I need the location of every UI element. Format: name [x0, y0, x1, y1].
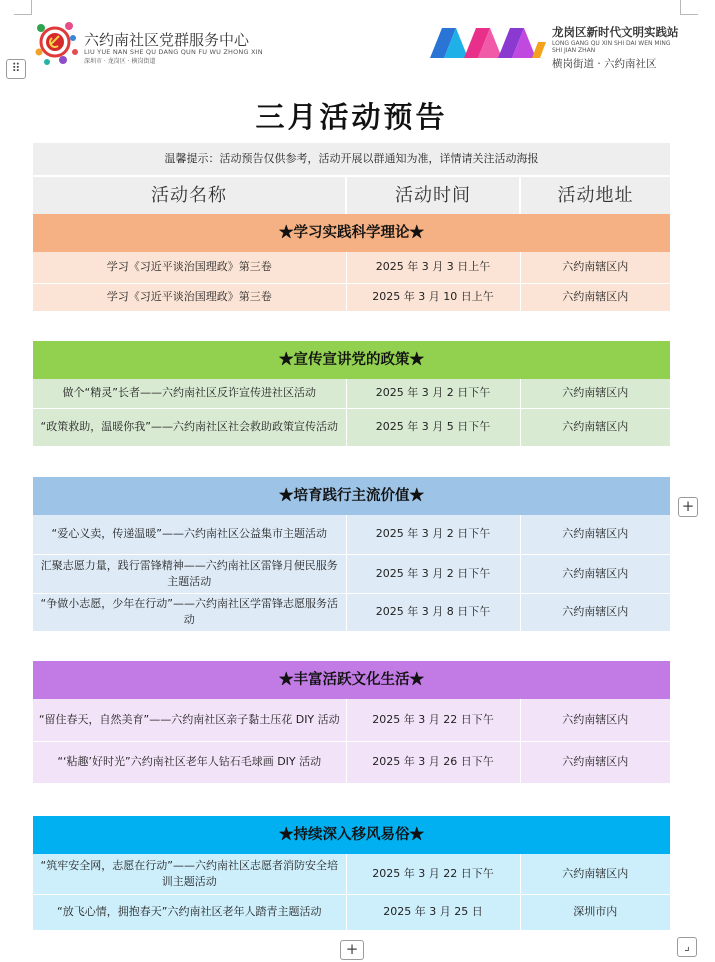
- activity-table: [33, 143, 670, 931]
- activity-time: 2025 年 3 月 10 日上午: [346, 283, 520, 311]
- table-row: [33, 894, 670, 930]
- column-header-place: 活动地址: [520, 176, 670, 214]
- activity-time: 2025 年 3 月 2 日下午: [346, 515, 520, 554]
- activity-place: 六约南辖区内: [520, 515, 670, 554]
- activity-place: 六约南辖区内: [520, 408, 670, 446]
- activity-place: 六约南辖区内: [520, 554, 670, 593]
- activity-time: 2025 年 3 月 26 日下午: [346, 741, 520, 783]
- table-row: [33, 593, 670, 631]
- activity-place: 六约南辖区内: [520, 252, 670, 283]
- org-name-cn: 六约南社区党群服务中心: [84, 31, 250, 49]
- station-name-en-2: SHI JIAN ZHAN: [552, 47, 596, 54]
- activity-place: 深圳市内: [520, 894, 670, 930]
- org-location: 深圳市 · 龙岗区 · 横岗街道: [84, 58, 156, 65]
- civilization-ribbon-icon: [428, 22, 548, 66]
- table-row: [33, 699, 670, 741]
- section-title: ★持续深入移风易俗★: [33, 816, 670, 854]
- section-header-row: [33, 477, 670, 515]
- activity-name: 学习《习近平谈治国理政》第三卷: [33, 252, 346, 283]
- table-row: [33, 252, 670, 283]
- activity-place: 六约南辖区内: [520, 854, 670, 894]
- table-move-handle[interactable]: ⠿: [6, 59, 26, 79]
- activity-name: “放飞心情，拥抱春天”六约南社区老年人踏青主题活动: [33, 894, 346, 930]
- column-header-time: 活动时间: [346, 176, 520, 214]
- section-spacer: [33, 446, 670, 477]
- column-header-name: 活动名称: [33, 176, 346, 214]
- activity-time: 2025 年 3 月 2 日下午: [346, 379, 520, 408]
- activity-place: 六约南辖区内: [520, 741, 670, 783]
- activity-time: 2025 年 3 月 22 日下午: [346, 854, 520, 894]
- table-row: [33, 554, 670, 593]
- activity-name: “争做小志愿，少年在行动”——六约南社区学雷锋志愿服务活动: [33, 593, 346, 631]
- section-header-row: [33, 341, 670, 379]
- activity-place: 六约南辖区内: [520, 283, 670, 311]
- activity-time: 2025 年 3 月 3 日上午: [346, 252, 520, 283]
- activity-name: “筑牢安全网，志愿在行动”——六约南社区志愿者消防安全培训主题活动: [33, 854, 346, 894]
- civilization-station-logo: [428, 20, 698, 72]
- activity-name: “政策救助，温暖你我”——六约南社区社会救助政策宣传活动: [33, 408, 346, 446]
- section-header-row: [33, 214, 670, 252]
- activity-name: “爱心义卖，传递温暖”——六约南社区公益集市主题活动: [33, 515, 346, 554]
- add-column-button[interactable]: +: [678, 497, 698, 517]
- activity-time: 2025 年 3 月 5 日下午: [346, 408, 520, 446]
- activity-place: 六约南辖区内: [520, 379, 670, 408]
- section-title: ★培育践行主流价值★: [33, 477, 670, 515]
- page-title: 三月活动预告: [255, 100, 448, 134]
- org-name-en: LIU YUE NAN SHE QU DANG QUN FU WU ZHONG XIN: [84, 48, 263, 56]
- section-spacer: [33, 311, 670, 341]
- section-title: ★宣传宣讲党的政策★: [33, 341, 670, 379]
- section-title: ★丰富活跃文化生活★: [33, 661, 670, 699]
- party-emblem-icon: [33, 16, 81, 68]
- table-resize-handle[interactable]: ⌟: [677, 937, 697, 957]
- notice-text: 温馨提示：活动预告仅供参考，活动开展以群通知为准，详情请关注活动海报: [33, 143, 670, 176]
- activity-name: “留住春天，自然美育”——六约南社区亲子黏土压花 DIY 活动: [33, 699, 346, 741]
- party-service-center-logo: [33, 16, 293, 68]
- activity-name: “‘粘趣’好时光”六约南社区老年人钻石毛球画 DIY 活动: [33, 741, 346, 783]
- column-header-row: [33, 176, 670, 214]
- activity-time: 2025 年 3 月 22 日下午: [346, 699, 520, 741]
- activity-name: 学习《习近平谈治国理政》第三卷: [33, 283, 346, 311]
- activity-time: 2025 年 3 月 25 日: [346, 894, 520, 930]
- page-corner-mark: [680, 0, 698, 15]
- table-row: [33, 515, 670, 554]
- section-header-row: [33, 816, 670, 854]
- station-subtitle: 横岗街道 · 六约南社区: [552, 58, 657, 70]
- station-name-cn: 龙岗区新时代文明实践站: [552, 25, 679, 39]
- station-name-en: LONG GANG QU XIN SHI DAI WEN MING: [552, 40, 671, 47]
- notice-row: [33, 143, 670, 176]
- table-row: [33, 283, 670, 311]
- add-row-button[interactable]: +: [340, 940, 364, 960]
- section-title: ★学习实践科学理论★: [33, 214, 670, 252]
- activity-name: 做个“精灵”长者——六约南社区反诈宣传进社区活动: [33, 379, 346, 408]
- activity-time: 2025 年 3 月 2 日下午: [346, 554, 520, 593]
- section-header-row: [33, 661, 670, 699]
- table-row: [33, 379, 670, 408]
- table-row: [33, 854, 670, 894]
- table-row: [33, 408, 670, 446]
- table-row: [33, 741, 670, 783]
- activity-name: 汇聚志愿力量，践行雷锋精神——六约南社区雷锋月便民服务主题活动: [33, 554, 346, 593]
- activity-place: 六约南辖区内: [520, 593, 670, 631]
- section-spacer: [33, 631, 670, 661]
- page-corner-mark: [14, 0, 32, 15]
- activity-time: 2025 年 3 月 8 日下午: [346, 593, 520, 631]
- activity-place: 六约南辖区内: [520, 699, 670, 741]
- section-spacer: [33, 783, 670, 816]
